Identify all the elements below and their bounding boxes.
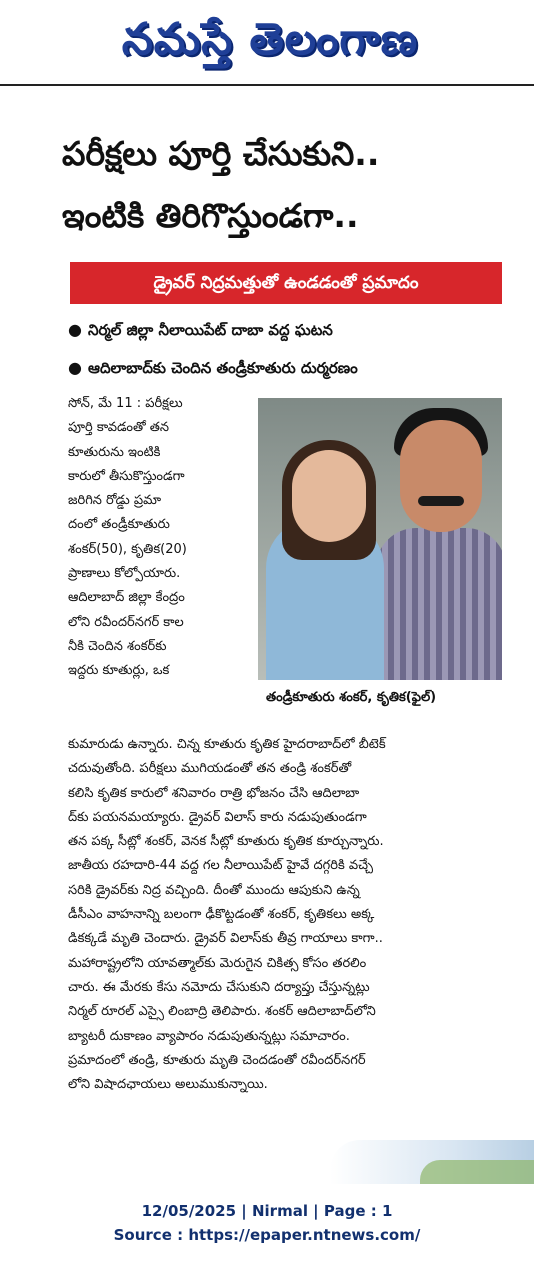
decorative-grass-graphic	[420, 1160, 534, 1184]
article-line: నీకి చెందిన శంకర్‌కు	[68, 638, 167, 654]
article-line: కూతురును ఇంటికి	[68, 444, 161, 460]
article-line: పూర్తి కావడంతో తన	[68, 420, 170, 436]
footer-source-link[interactable]: Source : https://epaper.ntnews.com/	[113, 1226, 421, 1244]
article-line: జరిగిన రోడ్డు ప్రమా	[68, 493, 162, 509]
subheadline-banner: డ్రైవర్ నిద్రమత్తుతో ఉండడంతో ప్రమాదం	[70, 262, 502, 304]
bullet-text: ఆదిలాబాద్‌కు చెందిన తండ్రీకూతురు దుర్మరణం	[87, 359, 358, 377]
article-line: కలిసి కృతిక కారులో శనివారం రాత్రి భోజనం చేసి ఆదిలాబా	[68, 785, 360, 801]
headline-line-1: పరీక్షలు పూర్తి చేసుకుని..	[62, 134, 380, 173]
bullet-point-2	[68, 356, 528, 380]
headline-line-2: ఇంటికి తిరిగొస్తుండగా..	[62, 196, 359, 235]
bullet-text: నిర్మల్ జిల్లా నీలాయిపేట్ దాబా వద్ద ఘటన	[87, 321, 333, 339]
photo-person-father-body	[376, 528, 502, 680]
article-line: డికక్కడే మృతి చెందారు. డ్రైవర్ విలాస్‌కు తీవ్ర గాయాలు కాగా..	[68, 931, 383, 947]
article-line: ఇద్దరు కూతుర్లు, ఒక	[68, 663, 170, 679]
article-line: కారులో తీసుకొస్తుండగా	[68, 468, 185, 484]
bullet-icon: ●	[68, 358, 82, 377]
article-line: నిర్మల్ రూరల్ ఎస్సై లింబాద్రి తెలిపారు. శంకర్ ఆదిలాబాద్‌లోని	[68, 1004, 376, 1020]
photo-person-daughter-face	[292, 450, 366, 542]
article-line: డీసీఎం వాహనాన్ని బలంగా ఢీకొట్టడంతో శంకర్, కృతికలు అక్క	[68, 907, 375, 923]
article-line: ప్రాణాలు కోల్పోయారు.	[68, 566, 181, 582]
article-column-text	[68, 392, 250, 684]
article-line: బ్యాటరీ దుకాణం వ్యాపారం నడుపుతున్నట్లు సమాచారం.	[68, 1028, 350, 1044]
article-line: చారు. ఈ మేరకు కేసు నమోదు చేసుకుని దర్యాప్తు చేస్తున్నట్లు	[68, 979, 370, 995]
article-line: జాతీయ రహదారి-44 వద్ద గల నీలాయిపేట్ హైవే దగ్గరికి వచ్చే	[68, 858, 374, 874]
article-line: సోన్, మే 11 : పరీక్షలు	[68, 396, 183, 411]
masthead-divider	[0, 84, 534, 86]
article-line: మహారాష్ట్రలోని యావత్మాల్‌కు మెరుగైన చికిత్స కోసం తరలిం	[68, 955, 367, 971]
article-line: చదువుతోంది. పరీక్షలు ముగియడంతో తన తండ్రి శంకర్‌తో	[68, 761, 352, 777]
article-line: లోని రవీందర్‌నగర్ కాల	[68, 614, 184, 630]
photo-mustache	[418, 496, 464, 506]
article-line: ప్రమాదంలో తండ్రి, కూతురు మృతి చెందడంతో రవీందర్‌నగర్	[68, 1052, 366, 1068]
article-line: దంలో తండ్రీకూతురు	[68, 517, 170, 533]
masthead-logo: నమస్తే తెలంగాణ	[121, 14, 419, 65]
article-line: ఆదిలాబాద్ జిల్లా కేంద్రం	[68, 590, 185, 606]
article-full-text	[68, 733, 508, 1097]
article-line: సరికి డ్రైవర్‌కు నిద్ర వచ్చింది. దీంతో ముందు ఆపుకుని ఉన్న	[68, 882, 360, 898]
article-line: శంకర్(50), కృతిక(20)	[68, 541, 187, 557]
article-photo	[258, 398, 502, 680]
bullet-icon: ●	[68, 320, 82, 339]
article-line: లోని విషాదఛాయలు అలుముకున్నాయి.	[68, 1077, 268, 1093]
photo-person-father-face	[400, 420, 482, 532]
photo-caption: తండ్రీకూతురు శంకర్, కృతిక(ఫైల్)	[266, 690, 437, 705]
footer-date-edition: 12/05/2025 | Nirmal | Page : 1	[141, 1202, 393, 1220]
article-line: తన పక్క సీట్లో శంకర్, వెనక సీట్లో కూతురు కృతిక కూర్చున్నారు.	[68, 834, 384, 850]
article-line: ద్‌కు పయనమయ్యారు. డ్రైవర్ విలాస్ కారు నడుపుతుండగా	[68, 809, 367, 825]
article-line: కుమారుడు ఉన్నారు. చిన్న కూతురు కృతిక హైదరాబాద్‌లో బీటెక్	[68, 737, 386, 752]
bullet-point-1	[68, 318, 528, 342]
